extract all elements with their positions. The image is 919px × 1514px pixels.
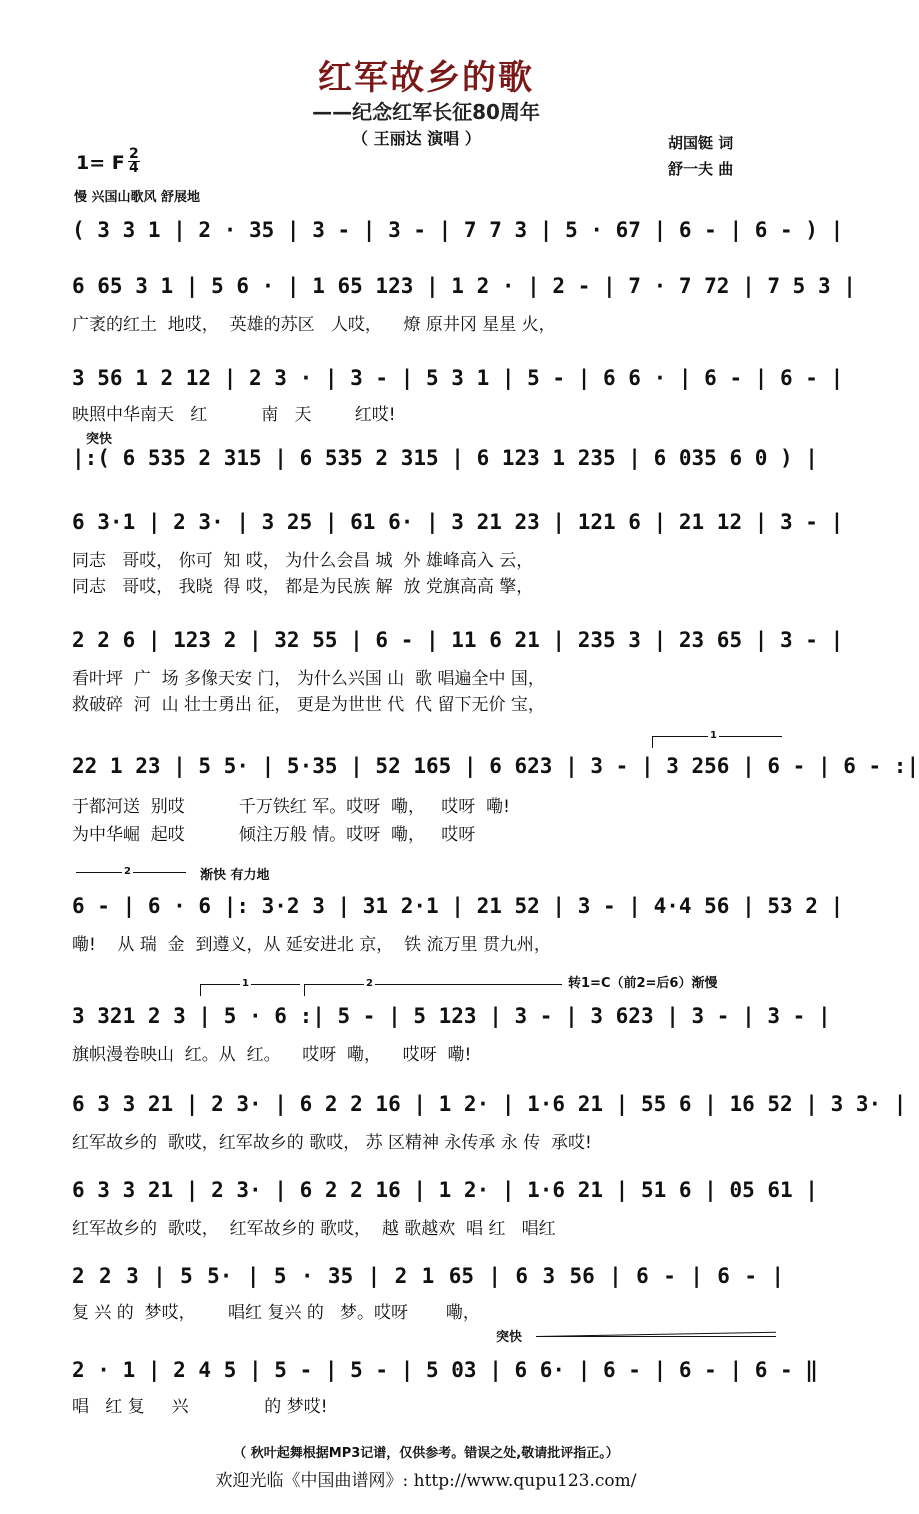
lyrics-line: 红军故乡的 歌哎，红军故乡的 歌哎， 苏 区精神 永传承 永 传 承哎! — [72, 1133, 592, 1153]
transcription-note: （ 秋叶起舞根据MP3记谱，仅供参考。错误之处,敬请批评指正。） — [233, 1446, 619, 1461]
lyrics-line: 嘞! 从 瑞 金 到遵义，从 延安进北 京， 铁 流万里 贯九州， — [72, 935, 551, 955]
volta-1-label: 1 — [710, 730, 717, 741]
volta-2-bracket — [304, 984, 562, 985]
song-subtitle: ——纪念红军长征80周年 — [312, 100, 540, 124]
song-title: 红军故乡的歌 — [318, 58, 534, 98]
performer-credit: （ 王丽达 演唱 ） — [352, 129, 481, 148]
lyrics-verse-1: 看叶坪 广 场 多像天安 门， 为什么兴国 山 歌 唱遍全中 国， — [72, 669, 545, 689]
volta-1-label: 1 — [242, 978, 249, 989]
notation-line: |:( 6 535 2 315 | 6 535 2 315 | 6 123 1 235 | 6 035 6 0 ) | — [72, 446, 818, 470]
tempo-change-marking: 突快 — [496, 1330, 523, 1345]
lyrics-verse-1: 同志 哥哎， 你可 知 哎， 为什么会昌 城 外 雄峰高入 云， — [72, 551, 534, 571]
volta-2-label: 2 — [124, 866, 131, 877]
time-signature — [128, 148, 140, 175]
lyrics-verse-2: 救破碎 河 山 壮士勇出 征， 更是为世世 代 代 留下无价 宝， — [72, 695, 545, 715]
composer-credit: 舒一夫 曲 — [668, 160, 734, 178]
notation-line: 6 - | 6 · 6 |: 3·2 3 | 31 2·1 | 21 52 | 3 - | 4·4 56 | 53 2 | — [72, 894, 844, 918]
tempo-marking: 慢 兴国山歌风 舒展地 — [74, 190, 201, 205]
lyrics-line: 广袤的红土 地哎， 英雄的苏区 人哎， 燎 原井冈 星星 火， — [72, 315, 556, 335]
time-signature-bottom: 4 — [129, 160, 139, 176]
notation-line: 6 65 3 1 | 5 6 · | 1 65 123 | 1 2 · | 2 - | 7 · 7 72 | 7 5 3 | — [72, 274, 856, 298]
notation-line: 6 3 3 21 | 2 3· | 6 2 2 16 | 1 2· | 1·6 21 | 55 6 | 16 52 | 3 3· | — [72, 1092, 907, 1116]
lyrics-line: 唱 红 复 兴 的 梦哎! — [72, 1397, 328, 1417]
lyrics-verse-2: 为中华崛 起哎 倾注万般 情。哎呀 嘞， 哎呀 — [72, 825, 476, 845]
volta-2-label: 2 — [366, 978, 373, 989]
notation-line: 3 321 2 3 | 5 · 6 :| 5 - | 5 123 | 3 - | 3 623 | 3 - | 3 - | — [72, 1004, 831, 1028]
tempo-change-marking: 渐快 有力地 — [200, 868, 270, 883]
notation-line: ( 3 3 1 | 2 · 35 | 3 - | 3 - | 7 7 3 | 5 · 67 | 6 - | 6 - ) | — [72, 218, 844, 242]
lyrics-verse-2: 同志 哥哎， 我晓 得 哎， 都是为民族 解 放 党旗高高 擎， — [72, 577, 534, 597]
volta-1-edge — [200, 984, 201, 996]
notation-line: 2 2 3 | 5 5· | 5 · 35 | 2 1 65 | 6 3 56 | 6 - | 6 - | — [72, 1264, 784, 1288]
lyrics-line: 复 兴 的 梦哎， 唱红 复兴 的 梦。哎呀 嘞， — [72, 1303, 480, 1323]
time-signature-top: 2 — [129, 146, 139, 162]
notation-line: 2 2 6 | 123 2 | 32 55 | 6 - | 11 6 21 | 235 3 | 23 65 | 3 - | — [72, 628, 844, 652]
lyrics-line: 红军故乡的 歌哎， 红军故乡的 歌哎， 越 歌越欢 唱 红 唱红 — [72, 1219, 556, 1239]
notation-line: 22 1 23 | 5 5· | 5·35 | 52 165 | 6 623 | 3 - | 3 256 | 6 - | 6 - :| — [72, 754, 919, 778]
tempo-change-marking: 突快 — [86, 432, 113, 447]
notation-line: 6 3 3 21 | 2 3· | 6 2 2 16 | 1 2· | 1·6 21 | 51 6 | 05 61 | — [72, 1178, 818, 1202]
key-signature: 1= F — [76, 152, 125, 174]
volta-2-edge — [304, 984, 305, 996]
lyricist-credit: 胡国铤 词 — [668, 134, 734, 152]
website-credit: 欢迎光临《中国曲谱网》: http://www.qupu123.com/ — [215, 1471, 637, 1491]
notation-line: 2 · 1 | 2 4 5 | 5 - | 5 - | 5 03 | 6 6· | 6 - | 6 - | 6 - ‖ — [72, 1358, 818, 1382]
lyrics-verse-1: 于都河送 别哎 千万铁红 军。哎呀 嘞， 哎呀 嘞! — [72, 797, 510, 817]
notation-line: 6 3·1 | 2 3· | 3 25 | 61 6· | 3 21 23 | 121 6 | 21 12 | 3 - | — [72, 510, 844, 534]
key-change-marking: 转1=C（前2=后6）渐慢 — [568, 976, 718, 991]
volta-1-edge — [652, 736, 653, 748]
lyrics-line: 映照中华南天 红 南 天 红哎! — [72, 405, 396, 425]
lyrics-line: 旗帜漫卷映山 红。从 红。 哎呀 嘞， 哎呀 嘞! — [72, 1045, 472, 1065]
notation-line: 3 56 1 2 12 | 2 3 · | 3 - | 5 3 1 | 5 - | 6 6 · | 6 - | 6 - | — [72, 366, 844, 390]
